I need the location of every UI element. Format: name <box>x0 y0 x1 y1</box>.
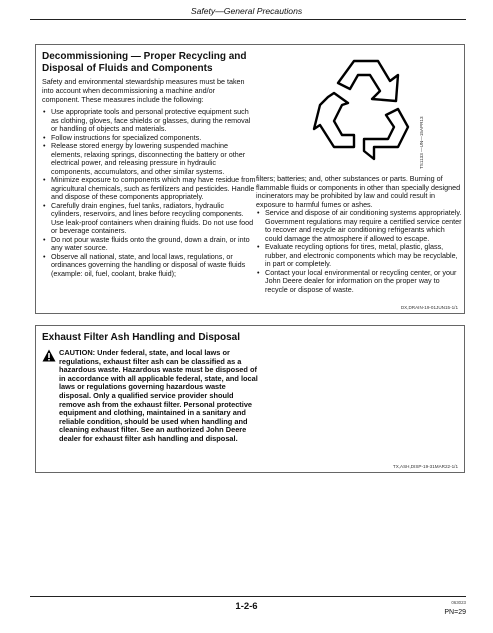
caution-text: CAUTION: Under federal, state, and local laws or regulations, exhaust filter ash can be classified as a hazardous waste. Hazardous waste must be disposed of in accordance with all applicable federal, state, and local laws or regulations governing hazardous waste disposal. Only a qualified service provider should remove ash from the exhaust filter. Personal protective equipment and clothing, maintained in a sanitary and reliable condition, should be used when handling and cleaning exhaust filter. See an authorized John Deere dealer for exhaust filter ash handling and disposal. <box>59 348 258 443</box>
reference-code: DX,DRAIN-19-01JUN15-1/1 <box>400 305 458 310</box>
bullet-item <box>42 236 256 253</box>
bullet-dot: • <box>257 242 260 251</box>
bullet-dot: • <box>257 267 260 277</box>
bullet-item <box>256 209 462 243</box>
section-title <box>42 51 302 74</box>
pn-number: PN=29 <box>444 609 466 616</box>
bullet-text: Follow instructions for specialized components. <box>51 132 202 142</box>
recycle-icon <box>298 53 422 171</box>
section-title-line-2: Disposal of Fluids and Components <box>42 62 213 74</box>
header-rule <box>30 19 466 20</box>
bullet-dot: • <box>43 141 46 150</box>
bullet-item <box>256 269 462 295</box>
bullet-list-left <box>42 108 256 278</box>
bullet-item <box>42 253 256 279</box>
bullet-item <box>256 243 462 269</box>
bullet-dot: • <box>43 200 46 210</box>
bullet-dot: • <box>43 234 46 244</box>
bullet-dot: • <box>43 251 46 261</box>
footer-code: 063023 <box>451 600 466 605</box>
footer-rule <box>30 596 466 597</box>
bullet-dot: • <box>257 208 260 217</box>
bullet-text: Service and dispose of air conditioning systems appropriately. Government regulations may require a certified service center to recover and recycle air conditioning refrigerants which could damage the atmosphere if allowed to escape. <box>265 208 462 243</box>
bullet-item <box>42 108 256 134</box>
section-title: Exhaust Filter Ash Handling and Disposal <box>42 332 240 343</box>
bullet-text: Evaluate recycling options for tires, metal, plastic, glass, rubber, and electronic components which may be recyclable, in part or completely. <box>265 242 458 268</box>
decommissioning-section <box>35 44 465 314</box>
bullet-item <box>42 202 256 236</box>
bullet-text: Do not pour waste fluids onto the ground, down a drain, or into any water source. <box>51 234 250 252</box>
bullet-text: Carefully drain engines, fuel tanks, radiators, hydraulic cylinders, reservoirs, and lines before recycling components. Use leak-proof containers when draining fluids. Do not use food or beverage containers. <box>51 200 254 235</box>
bullet-dot: • <box>43 132 46 142</box>
bullet-dot: • <box>43 175 46 184</box>
section-title-line-1: Decommissioning — Proper Recycling and <box>42 51 247 62</box>
running-header: Safety—General Precautions <box>190 6 303 16</box>
bullet-text: Contact your local environmental or recycling center, or your John Deere dealer for information on the proper way to recycle or dispose of waste. <box>265 267 457 294</box>
bullet-list-right <box>256 209 462 294</box>
exhaust-filter-section <box>35 325 465 473</box>
bullet-dot: • <box>43 107 46 116</box>
bullet-text: Release stored energy by lowering suspended machine elements, relaxing springs, disconnecting the battery or other electrical power, and releasing pressure in hydraulic components, accumulators, and other similar systems. <box>51 141 246 176</box>
bullet-item <box>42 176 256 202</box>
bullet-item <box>42 142 256 176</box>
reference-code: TX,ASH,DISP-19-31MAR22-1/1 <box>392 464 458 469</box>
image-code: TS1133 —UN—15APR13 <box>419 116 424 169</box>
bullet-text: Observe all national, state, and local laws, regulations, or ordinances governing the handling or disposal of waste fluids (example: oil, fuel, coolant, brake fluid); <box>51 251 246 278</box>
caution-icon <box>42 349 56 362</box>
bullet-text: Minimize exposure to components which may have residue from agricultural chemicals, such as fertilizers and pesticides. Handle and dispose of these components appropriately. <box>51 175 256 201</box>
continuation-paragraph: filters; batteries; and, other substances or parts. Burning of flammable fluids or components in other than specially designed incinerators may be prohibited by law and could result in exposure to harmful fumes or ashes. <box>256 174 461 209</box>
page-number: 1-2-6 <box>235 601 258 612</box>
intro-paragraph: Safety and environmental stewardship measures must be taken into account when decommissioning a machine and/or component. These measures include the following: <box>42 77 245 104</box>
bullet-text: Use appropriate tools and personal protective equipment such as clothing, gloves, face shields or glasses, during the removal or handling of objects and materials. <box>51 107 251 133</box>
